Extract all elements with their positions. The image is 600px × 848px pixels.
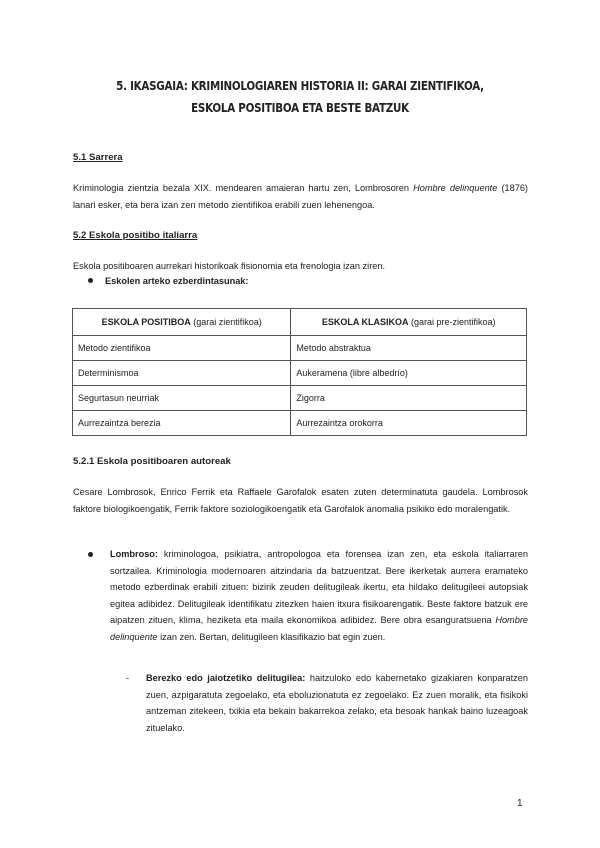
table-cell: Determinismoa [73, 361, 291, 386]
table-cell: Metodo zientifikoa [73, 336, 291, 361]
table-header-row [73, 309, 527, 336]
page-number: 1 [517, 798, 523, 809]
header-strong: ESKOLA POSITIBOA [101, 317, 191, 327]
sub-list-item [126, 670, 528, 736]
list-item-text [110, 546, 528, 645]
dash-marker: - [126, 673, 130, 683]
table-cell: Aukeramena (libre albedrío) [291, 361, 527, 386]
item-label: Lombroso: [110, 549, 158, 559]
bullet-item [88, 276, 248, 286]
section-5-2-intro: Eskola positiboaren aurrekari historikoak fisionomia eta frenologia izan ziren. [73, 261, 386, 271]
text-run: (1876) lanari esker, eta bera izan zen metodo zientifikoa erabili zuen lehenengoa. [73, 183, 528, 210]
bullet-text: Eskolen arteko ezberdintasunak: [105, 276, 249, 286]
table-cell: Aurrezaintza orokorra [291, 411, 527, 436]
book-title: Hombre delinquente [413, 183, 498, 193]
text-run: Kriminologia zientzia bezala XIX. mendearen amaieran hartu zen, Lombrosoren [73, 183, 414, 193]
bullet-dot-icon [88, 552, 93, 557]
section-5-1-paragraph [73, 180, 528, 213]
table-header-cell [291, 309, 527, 336]
list-item-lombroso [84, 546, 528, 645]
table-cell: Segurtasun neurriak [73, 386, 291, 411]
header-note: (garai pre-zientifikoa) [408, 317, 496, 327]
table-row [73, 361, 527, 386]
book-title: Hombre delinquente [110, 615, 528, 642]
table-row [73, 386, 527, 411]
section-heading-5-2-1: 5.2.1 Eskola positiboaren autoreak [73, 456, 231, 467]
section-heading-5-1: 5.1 Sarrera [73, 152, 123, 163]
table-row [73, 411, 527, 436]
text-run: haitzuloko edo kabernetako gizakiaren konparatzen zuen, azpigaratuta zegoelako, eta eboluzionatuta ez zegoelako. Ez zuen moralik, eta fisikoki antzeman zitekeen, txikia eta bekain bakarrekoa zelako, eta besoak hankak baino luzeagoak zituelako. [146, 673, 528, 733]
table-cell: Aurrezaintza berezia [73, 411, 291, 436]
text-run: kriminologoa, psikiatra, antropologoa eta forensea izan zen, eta eskola italiarraren sortzailea. Kriminologia modernoaren aitzindaria da batzuentzat. Bere ikerketak aurrera eramateko metodo ezberdinak erabili zituen: bizirik zeuden delitugileak ikertu, eta hildako delitugileei autopsiak egitea adibidez. Delitugileak identifikatu zitezken haien itxura fisikoarengatik. Beste faktore batzuk ere aipatzen zituen, klima, heziketa eta maila ekonomikoa adibidez. Bere obra esanguratsuena [110, 549, 528, 625]
section-5-2-1-paragraph: Cesare Lombrosok, Enrico Ferrik eta Raffaele Garofalok esaten zuten determinatuta gaudela. Lombrosok faktore biologikoengatik, Ferrik faktore soziologikoengatik eta Garofalok anomalia psikiko edo moralengatik. [73, 487, 528, 514]
header-strong: ESKOLA KLASIKOA [321, 317, 409, 327]
table-cell: Zigorra [291, 386, 527, 411]
sub-item-text [146, 670, 528, 736]
section-heading-5-2: 5.2 Eskola positibo italiarra [73, 230, 198, 241]
text-run: izan zen. Bertan, delitugileen klasifikazio bat egin zuen. [157, 631, 386, 642]
comparison-table [72, 308, 527, 436]
header-note: (garai zientifikoa) [190, 317, 262, 327]
table-row [73, 336, 527, 361]
table-cell: Metodo abstraktua [291, 336, 527, 361]
table-header-cell [73, 309, 291, 336]
item-label: Berezko edo jaiotzetiko delitugilea: [146, 673, 306, 683]
bullet-dot-icon [88, 278, 93, 283]
document-title: 5. IKASGAIA: KRIMINOLOGIAREN HISTORIA II: GARAI ZIENTIFIKOA, ESKOLA POSITIBOA ETA BESTE BATZUK [116, 79, 484, 115]
